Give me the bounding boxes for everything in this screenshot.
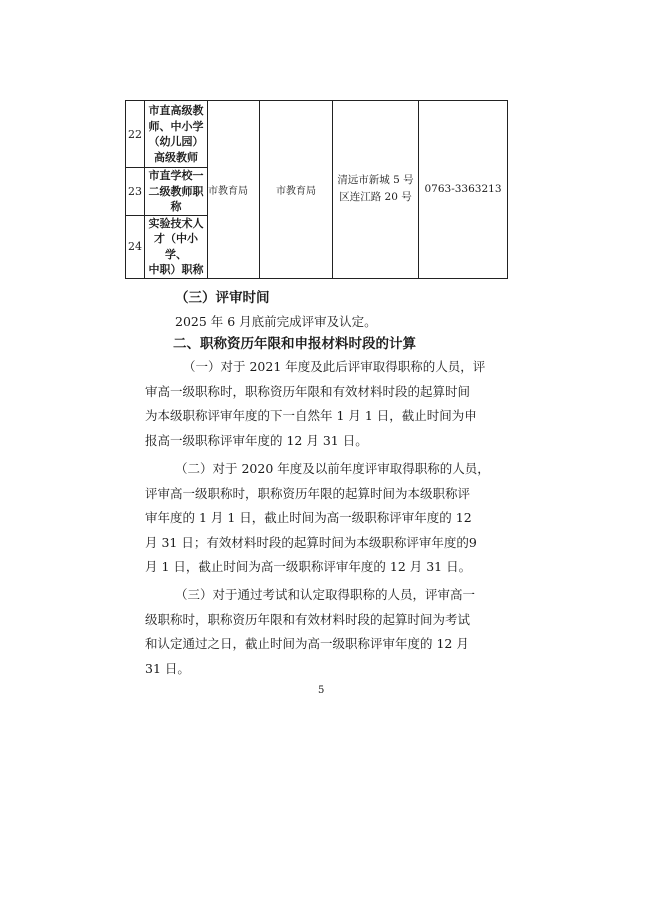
paragraph-line: （三）对于通过考试和认定取得职称的人员，评审高一: [175, 587, 476, 602]
paragraph-line: 31 日。: [145, 661, 190, 676]
title-name-line: 市直学校一: [148, 169, 204, 182]
title-name-line: 称: [170, 200, 182, 213]
review-org-cell: 市教育局: [260, 101, 333, 279]
title-name-line: 二级教师职: [148, 184, 204, 198]
title-name-cell: [145, 215, 208, 278]
paragraph-line: 审年度的 1 月 1 日，截止时间为高一级职称评审年度的 12: [145, 510, 472, 525]
title-name-line: 才（中小学、: [154, 232, 198, 261]
row-number: 22: [126, 101, 145, 168]
address-line: 清远市新城 5 号: [337, 174, 414, 187]
paragraph-line: 报高一级职称评审年度的 12 月 31 日。: [145, 433, 368, 448]
row-number: 24: [126, 215, 145, 278]
paragraph-line: 审高一级职称时，职称资历年限和有效材料时段的起算时间: [145, 384, 471, 399]
address-line: 区连江路 20 号: [339, 191, 412, 204]
title-name-line: 实验技术人: [148, 216, 204, 230]
section-heading-calculation: 二、职称资历年限和申报材料时段的计算: [173, 336, 416, 352]
phone-cell: 0763-3363213: [419, 101, 508, 279]
page-number: 5: [318, 685, 325, 696]
contact-table: [125, 100, 508, 279]
title-name-line: 高级教师: [154, 150, 198, 164]
paragraph-line: 月 1 日，截止时间为高一级职称评审年度的 12 月 31 日。: [145, 559, 472, 574]
paragraph-line: （二）对于 2020 年度及以前年度评审取得职称的人员，: [175, 461, 490, 476]
paragraph-line: 为本级职称评审年度的下一自然年 1 月 1 日，截止时间为申: [145, 408, 477, 423]
table-row: [126, 101, 508, 168]
department-cell: 市教育局: [208, 101, 260, 279]
paragraph-line: 月 31 日；有效材料时段的起算时间为本级职称评审年度的9: [145, 535, 477, 550]
row-number: 23: [126, 168, 145, 216]
title-name-line: 师、中小学: [148, 119, 204, 133]
paragraph-line: （一）对于 2021 年度及此后评审取得职称的人员，评: [183, 359, 486, 374]
paragraph-line: 级职称时，职称资历年限和有效材料时段的起算时间为考试: [145, 612, 471, 627]
section-heading-review-time: （三）评审时间: [175, 290, 270, 306]
title-name-line: 市直高级教: [148, 104, 204, 117]
title-name-line: （幼儿园）: [148, 135, 204, 148]
paragraph-line: 评审高一级职称时，职称资历年限的起算时间为本级职称评: [145, 486, 471, 501]
address-cell: [333, 101, 419, 279]
review-time-text: 2025 年 6 月底前完成评审及认定。: [175, 314, 377, 329]
title-name-cell: [145, 101, 208, 168]
title-name-cell: [145, 168, 208, 216]
paragraph-line: 和认定通过之日，截止时间为高一级职称评审年度的 12 月: [145, 636, 469, 651]
title-name-line: 中职）职称: [148, 263, 204, 276]
